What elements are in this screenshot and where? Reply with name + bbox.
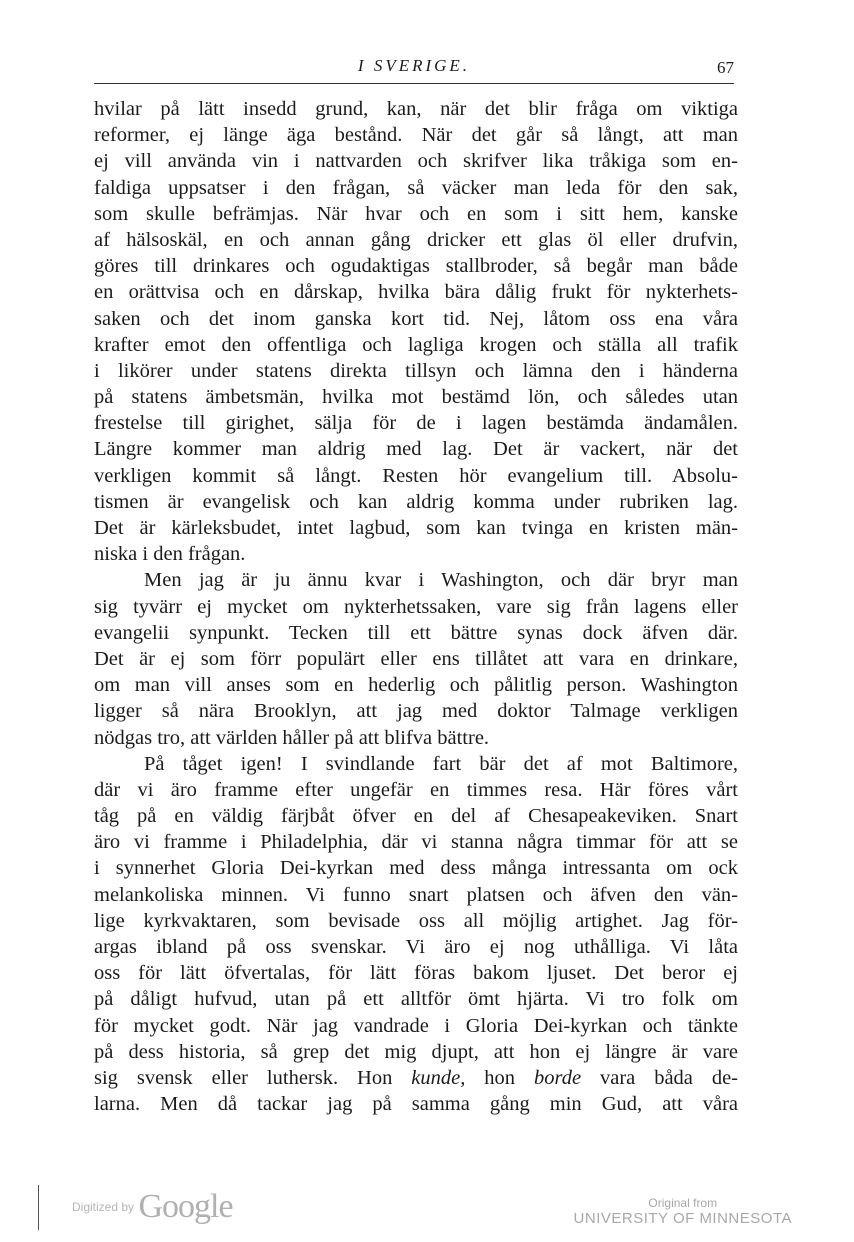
text-line: af hälsoskäl, en och annan gång dricker ett glas öl eller drufvin,	[94, 228, 738, 251]
text-line: göres till drinkares och ogudaktigas stallbroder, så begår man både	[94, 255, 738, 278]
text-line: tismen är evangelisk och kan aldrig komma under rubriken lag.	[94, 490, 738, 513]
original-from-watermark	[574, 1196, 792, 1227]
text-line: reformer, ej länge äga bestånd. När det går så långt, att man	[94, 124, 738, 147]
page-header	[94, 56, 734, 86]
text-line: för mycket godt. När jag vandrade i Gloria Dei-kyrkan och tänkte	[94, 1014, 738, 1037]
university-label: UNIVERSITY OF MINNESOTA	[573, 1210, 792, 1227]
text-line: argas ibland på oss svenskar. Vi äro ej nog uthålliga. Vi låta	[94, 936, 738, 958]
page-number: 67	[717, 58, 734, 77]
text-line: på dåligt hufvud, utan på ett alltför ömt hjärta. Vi tro folk om	[94, 988, 738, 1011]
text-line: ligger så nära Brooklyn, att jag med doktor Talmage verkligen	[94, 700, 738, 723]
text-line: Men jag är ju ännu kvar i Washington, och där bryr man	[144, 569, 738, 592]
text-line: saken och det inom ganska kort tid. Nej, låtom oss ena våra	[94, 307, 738, 330]
text-line: faldiga uppsatser i den frågan, så väcker man leda för den sak,	[94, 176, 738, 199]
text-line: på statens ämbetsmän, hvilka mot bestämd lön, och således utan	[94, 386, 738, 409]
line-segment: vara båda de-	[581, 1066, 739, 1089]
italic-word-borde: borde	[533, 1066, 582, 1089]
text-line: oss för lätt öfvertalas, för lätt föras bakom ljuset. Det beror ej	[94, 962, 738, 985]
digitized-by-google	[72, 1188, 233, 1228]
text-line: ej vill använda vin i nattvarden och skrifver lika tråkiga som en-	[94, 150, 738, 173]
text-line: om man vill anses som en hederlig och pålitlig person. Washington	[94, 674, 738, 697]
text-line: där vi äro framme efter ungefär en timmes resa. Här föres vårt	[94, 778, 738, 801]
text-line: Längre kommer man aldrig med lag. Det är vackert, när det	[94, 438, 738, 461]
text-line: lige kyrkvaktaren, som bevisade oss all möjlig artighet. Jag för-	[94, 909, 738, 932]
scan-edge-mark	[38, 1185, 39, 1230]
text-line: en orättvisa och en dårskap, hvilka bära dålig frukt för nykterhets-	[94, 281, 738, 304]
text-line: nödgas tro, att världen håller på att blifva bättre.	[94, 726, 490, 749]
line-segment: hon	[465, 1066, 534, 1089]
text-line: tåg på en väldig färjbåt öfver en del af Chesapeakeviken. Snart	[94, 805, 738, 828]
text-line: niska i den frågan.	[94, 543, 246, 566]
text-line: krafter emot den offentliga och lagliga krogen och ställa all trafik	[94, 333, 738, 356]
text-line: På tåget igen! I svindlande fart bär det af mot Baltimore,	[144, 752, 738, 775]
original-from-label: Original from	[648, 1196, 718, 1210]
digitized-by-label: Digitized by	[72, 1200, 135, 1214]
text-line: frestelse till girighet, sälja för de i lagen bestämda ändamålen.	[94, 412, 738, 435]
text-line: evangelii synpunkt. Tecken till ett bättre synas dock äfven där.	[94, 621, 738, 644]
text-line: Det är ej som förr populärt eller ens tillåtet att vara en drinkare,	[94, 647, 738, 670]
text-line: äro vi framme i Philadelphia, där vi stanna några timmar för att se	[94, 831, 738, 854]
text-line: sig tyvärr ej mycket om nykterhetssaken, vare sig från lagens eller	[94, 595, 738, 618]
text-line: verkligen kommit så långt. Resten hör evangelium till. Absolu-	[94, 464, 738, 487]
running-title: I SVERIGE.	[357, 56, 471, 75]
text-line: som skulle befrämjas. När hvar och en som i sitt hem, kanske	[94, 202, 738, 225]
google-logo: Google	[138, 1188, 233, 1225]
text-line-with-italics	[94, 1065, 738, 1091]
text-line: larna. Men då tackar jag på samma gång min Gud, att våra	[94, 1093, 738, 1116]
text-line: i likörer under statens direkta tillsyn och lämna den i händerna	[94, 359, 738, 382]
body-text	[94, 96, 738, 1117]
italic-word-kunde: kunde,	[411, 1066, 466, 1089]
text-line: Det är kärleksbudet, intet lagbud, som kan tvinga en kristen män-	[94, 517, 738, 539]
text-line: melankoliska minnen. Vi funno snart platsen och äfven den vän-	[94, 883, 738, 906]
line-segment: sig svensk eller luthersk. Hon	[94, 1066, 412, 1089]
text-line: hvilar på lätt insedd grund, kan, när det blir fråga om viktiga	[94, 98, 738, 120]
text-line: i synnerhet Gloria Dei-kyrkan med dess många intressanta om ock	[94, 857, 738, 880]
header-rule	[94, 83, 734, 84]
text-line: på dess historia, så grep det mig djupt, att hon ej längre är vare	[94, 1040, 738, 1063]
